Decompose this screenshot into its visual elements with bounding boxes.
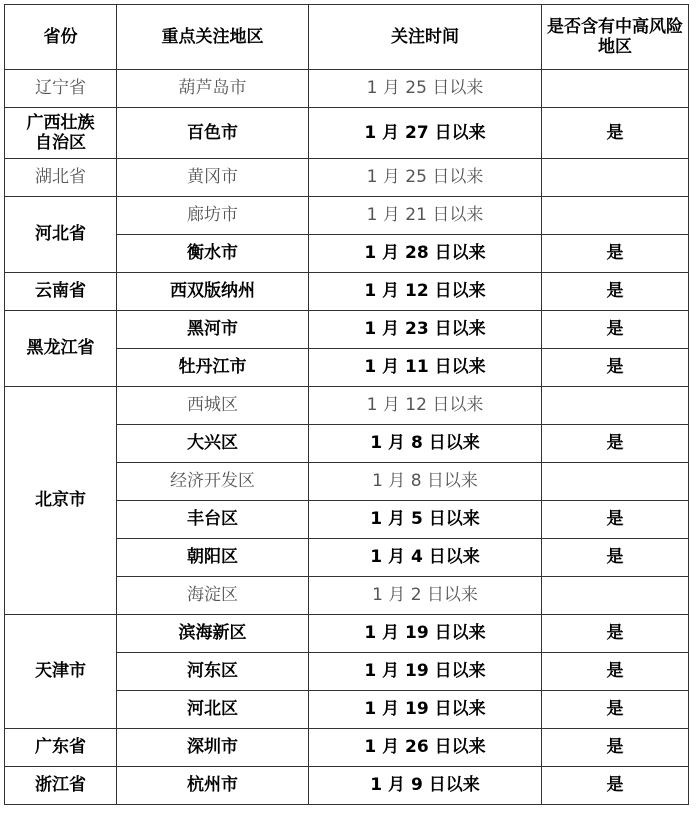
time-cell: 1 月 12 日以来 [309, 273, 542, 311]
region-cell: 廊坊市 [117, 197, 309, 235]
table-row [5, 615, 689, 653]
risk-cell [542, 159, 689, 197]
table-row [5, 311, 689, 349]
time-cell: 1 月 19 日以来 [309, 615, 542, 653]
region-cell: 葫芦岛市 [117, 70, 309, 108]
table-row [5, 273, 689, 311]
risk-cell: 是 [542, 501, 689, 539]
time-cell: 1 月 12 日以来 [309, 387, 542, 425]
time-cell: 1 月 19 日以来 [309, 691, 542, 729]
region-cell: 滨海新区 [117, 615, 309, 653]
region-cell: 河北区 [117, 691, 309, 729]
time-cell: 1 月 11 日以来 [309, 349, 542, 387]
risk-cell [542, 463, 689, 501]
header-province: 省份 [5, 5, 117, 70]
risk-cell [542, 70, 689, 108]
region-cell: 海淀区 [117, 577, 309, 615]
time-cell: 1 月 25 日以来 [309, 159, 542, 197]
province-cell: 天津市 [5, 615, 117, 729]
time-cell: 1 月 21 日以来 [309, 197, 542, 235]
province-cell: 北京市 [5, 387, 117, 615]
table-row [5, 159, 689, 197]
region-cell: 丰台区 [117, 501, 309, 539]
region-cell: 黄冈市 [117, 159, 309, 197]
risk-cell: 是 [542, 653, 689, 691]
region-cell: 西双版纳州 [117, 273, 309, 311]
table-row [5, 108, 689, 159]
province-cell: 湖北省 [5, 159, 117, 197]
risk-cell: 是 [542, 729, 689, 767]
time-cell: 1 月 8 日以来 [309, 463, 542, 501]
time-cell: 1 月 2 日以来 [309, 577, 542, 615]
time-cell: 1 月 23 日以来 [309, 311, 542, 349]
risk-cell: 是 [542, 425, 689, 463]
risk-cell: 是 [542, 311, 689, 349]
region-cell: 西城区 [117, 387, 309, 425]
region-cell: 牡丹江市 [117, 349, 309, 387]
risk-cell: 是 [542, 349, 689, 387]
province-cell: 云南省 [5, 273, 117, 311]
time-cell: 1 月 5 日以来 [309, 501, 542, 539]
risk-cell: 是 [542, 539, 689, 577]
province-cell: 辽宁省 [5, 70, 117, 108]
risk-cell: 是 [542, 615, 689, 653]
time-cell: 1 月 4 日以来 [309, 539, 542, 577]
time-cell: 1 月 9 日以来 [309, 767, 542, 805]
region-cell: 深圳市 [117, 729, 309, 767]
region-cell: 黑河市 [117, 311, 309, 349]
risk-cell [542, 387, 689, 425]
time-cell: 1 月 27 日以来 [309, 108, 542, 159]
region-cell: 大兴区 [117, 425, 309, 463]
province-cell: 广西壮族自治区 [5, 108, 117, 159]
risk-cell [542, 577, 689, 615]
table-body [5, 70, 689, 805]
risk-cell: 是 [542, 691, 689, 729]
risk-cell: 是 [542, 235, 689, 273]
risk-cell: 是 [542, 273, 689, 311]
risk-cell: 是 [542, 767, 689, 805]
province-cell: 河北省 [5, 197, 117, 273]
table-row [5, 767, 689, 805]
time-cell: 1 月 28 日以来 [309, 235, 542, 273]
table-row [5, 729, 689, 767]
region-cell: 百色市 [117, 108, 309, 159]
region-cell: 经济开发区 [117, 463, 309, 501]
region-cell: 河东区 [117, 653, 309, 691]
province-cell: 黑龙江省 [5, 311, 117, 387]
header-time: 关注时间 [309, 5, 542, 70]
time-cell: 1 月 19 日以来 [309, 653, 542, 691]
header-row [5, 5, 689, 70]
province-cell: 广东省 [5, 729, 117, 767]
header-risk: 是否含有中高风险地区 [542, 5, 689, 70]
time-cell: 1 月 25 日以来 [309, 70, 542, 108]
region-cell: 衡水市 [117, 235, 309, 273]
time-cell: 1 月 26 日以来 [309, 729, 542, 767]
risk-cell [542, 197, 689, 235]
time-cell: 1 月 8 日以来 [309, 425, 542, 463]
table-row [5, 387, 689, 425]
table-row [5, 70, 689, 108]
table-row [5, 197, 689, 235]
focus-areas-table [4, 4, 689, 805]
header-region: 重点关注地区 [117, 5, 309, 70]
region-cell: 朝阳区 [117, 539, 309, 577]
region-cell: 杭州市 [117, 767, 309, 805]
province-cell: 浙江省 [5, 767, 117, 805]
risk-cell: 是 [542, 108, 689, 159]
